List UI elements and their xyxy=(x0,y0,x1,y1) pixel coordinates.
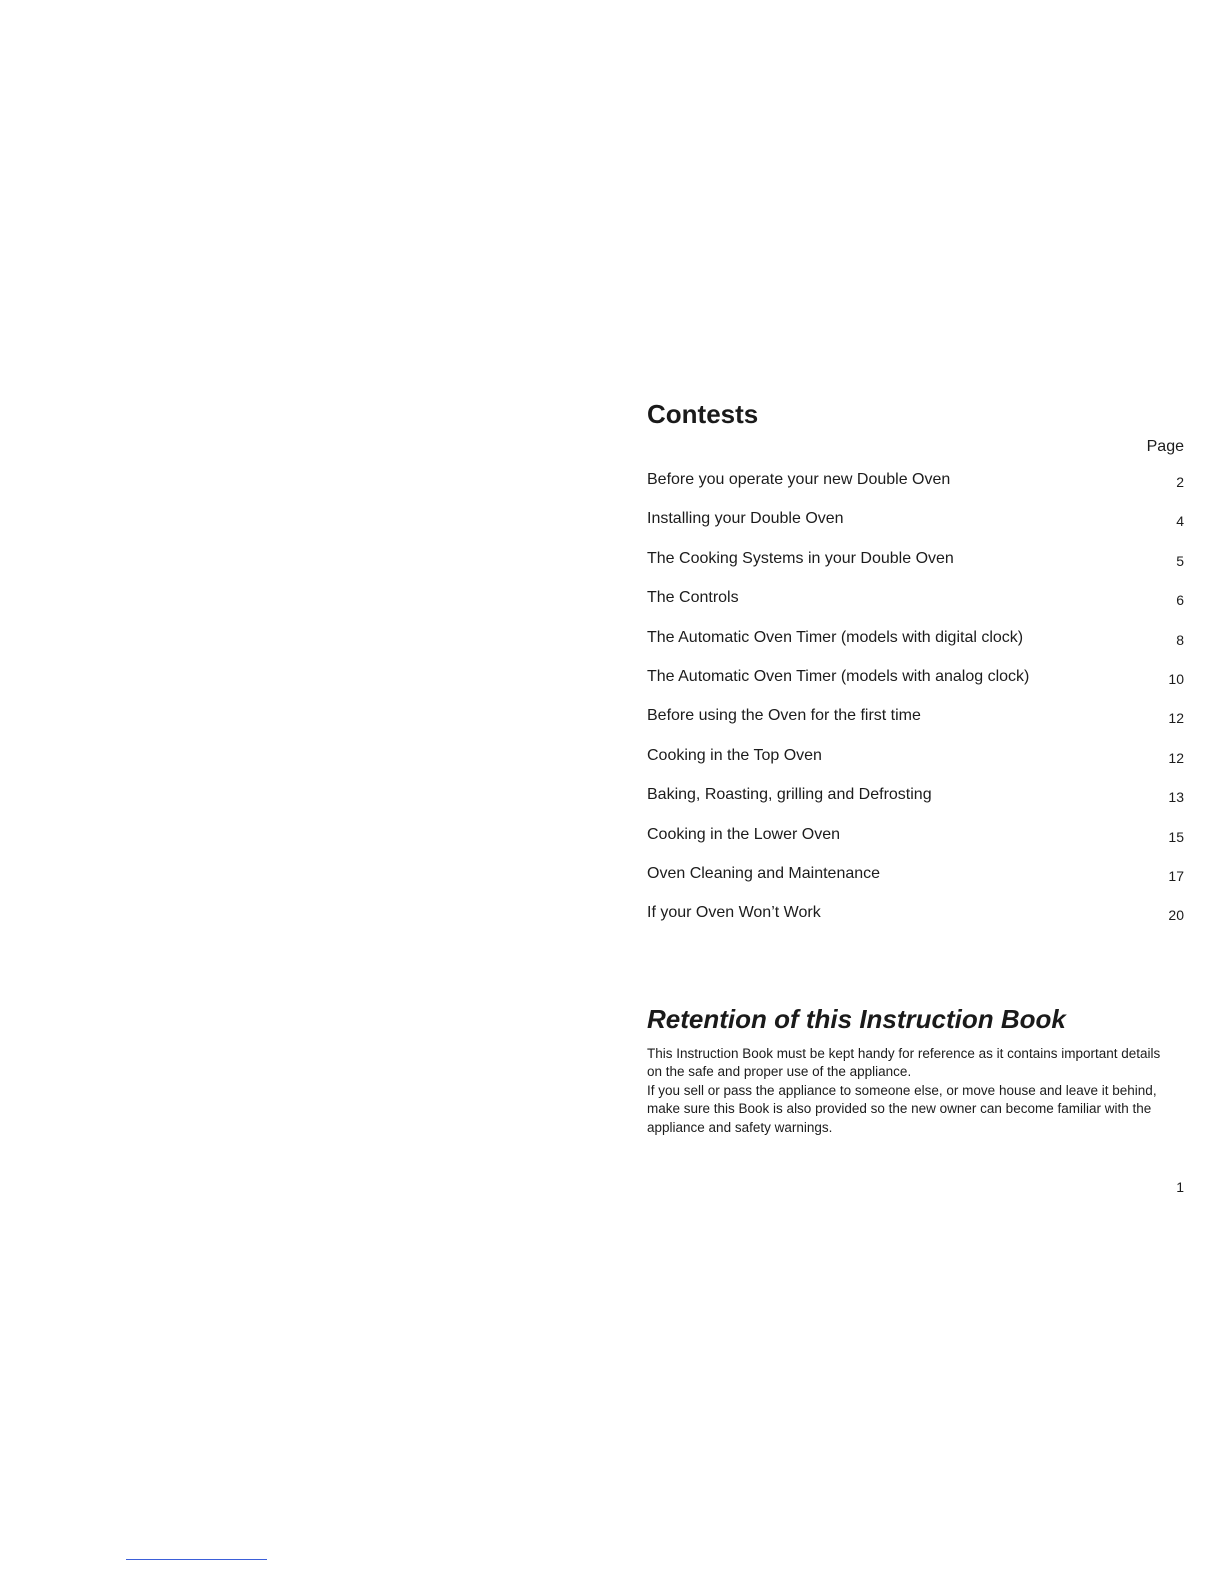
toc-entry-title: The Cooking Systems in your Double Oven xyxy=(647,549,954,567)
toc-entry xyxy=(647,785,1184,824)
footer-rule xyxy=(126,1559,267,1560)
toc-entry-title: Oven Cleaning and Maintenance xyxy=(647,864,881,882)
toc-entry-title: Before using the Oven for the first time xyxy=(647,707,921,725)
table-of-contents xyxy=(647,398,1184,924)
contents-title: Contests xyxy=(647,399,759,429)
toc-entry-page: 20 xyxy=(1168,907,1184,924)
toc-entry-page: 6 xyxy=(1176,592,1184,609)
toc-entry xyxy=(647,667,1184,706)
toc-entry xyxy=(647,864,1184,903)
page-column-header: Page xyxy=(1146,438,1184,455)
toc-entry xyxy=(647,588,1184,627)
toc-entry-title: If your Oven Won’t Work xyxy=(647,904,821,922)
toc-entry-page: 2 xyxy=(1176,474,1184,490)
toc-list xyxy=(647,470,1184,943)
toc-entry-page: 12 xyxy=(1168,710,1184,727)
toc-entry-title: Baking, Roasting, grilling and Defrosting xyxy=(647,786,932,804)
toc-entry-title: The Automatic Oven Timer (models with analog clock) xyxy=(647,667,1030,685)
toc-entry xyxy=(647,706,1184,745)
toc-entry xyxy=(647,509,1184,548)
toc-entry-page: 10 xyxy=(1168,670,1184,687)
toc-entry-title: The Controls xyxy=(647,589,739,607)
toc-entry xyxy=(647,746,1184,785)
toc-entry-page: 4 xyxy=(1176,513,1184,530)
toc-entry-title: Before you operate your new Double Oven xyxy=(647,471,951,488)
toc-entry-page: 13 xyxy=(1168,789,1184,806)
toc-entry-page: 17 xyxy=(1168,867,1184,884)
toc-entry-page: 15 xyxy=(1168,828,1184,845)
toc-entry-title: Cooking in the Lower Oven xyxy=(647,825,840,843)
toc-entry-page: 12 xyxy=(1168,749,1184,766)
toc-entry xyxy=(647,628,1184,667)
toc-entry xyxy=(647,903,1184,942)
page-number: 1 xyxy=(1176,1179,1184,1195)
retention-paragraph: This Instruction Book must be kept handy for reference as it contains important details on the safe and proper use of the appliance. xyxy=(647,1046,1161,1080)
retention-paragraph: If you sell or pass the appliance to someone else, or move house and leave it behind, make sure this Book is also provided so the new owner can become familiar with the appliance and safety warnings. xyxy=(647,1082,1157,1135)
retention-title: Retention of this Instruction Book xyxy=(647,1004,1066,1034)
toc-entry xyxy=(647,470,1184,509)
toc-entry xyxy=(647,549,1184,588)
toc-entry-page: 8 xyxy=(1176,631,1184,648)
toc-entry-title: The Automatic Oven Timer (models with digital clock) xyxy=(647,628,1024,646)
toc-entry-title: Cooking in the Top Oven xyxy=(647,746,822,764)
toc-entry xyxy=(647,825,1184,864)
retention-section xyxy=(647,1003,1167,1137)
toc-entry-title: Installing your Double Oven xyxy=(647,510,844,528)
toc-entry-page: 5 xyxy=(1176,552,1184,569)
